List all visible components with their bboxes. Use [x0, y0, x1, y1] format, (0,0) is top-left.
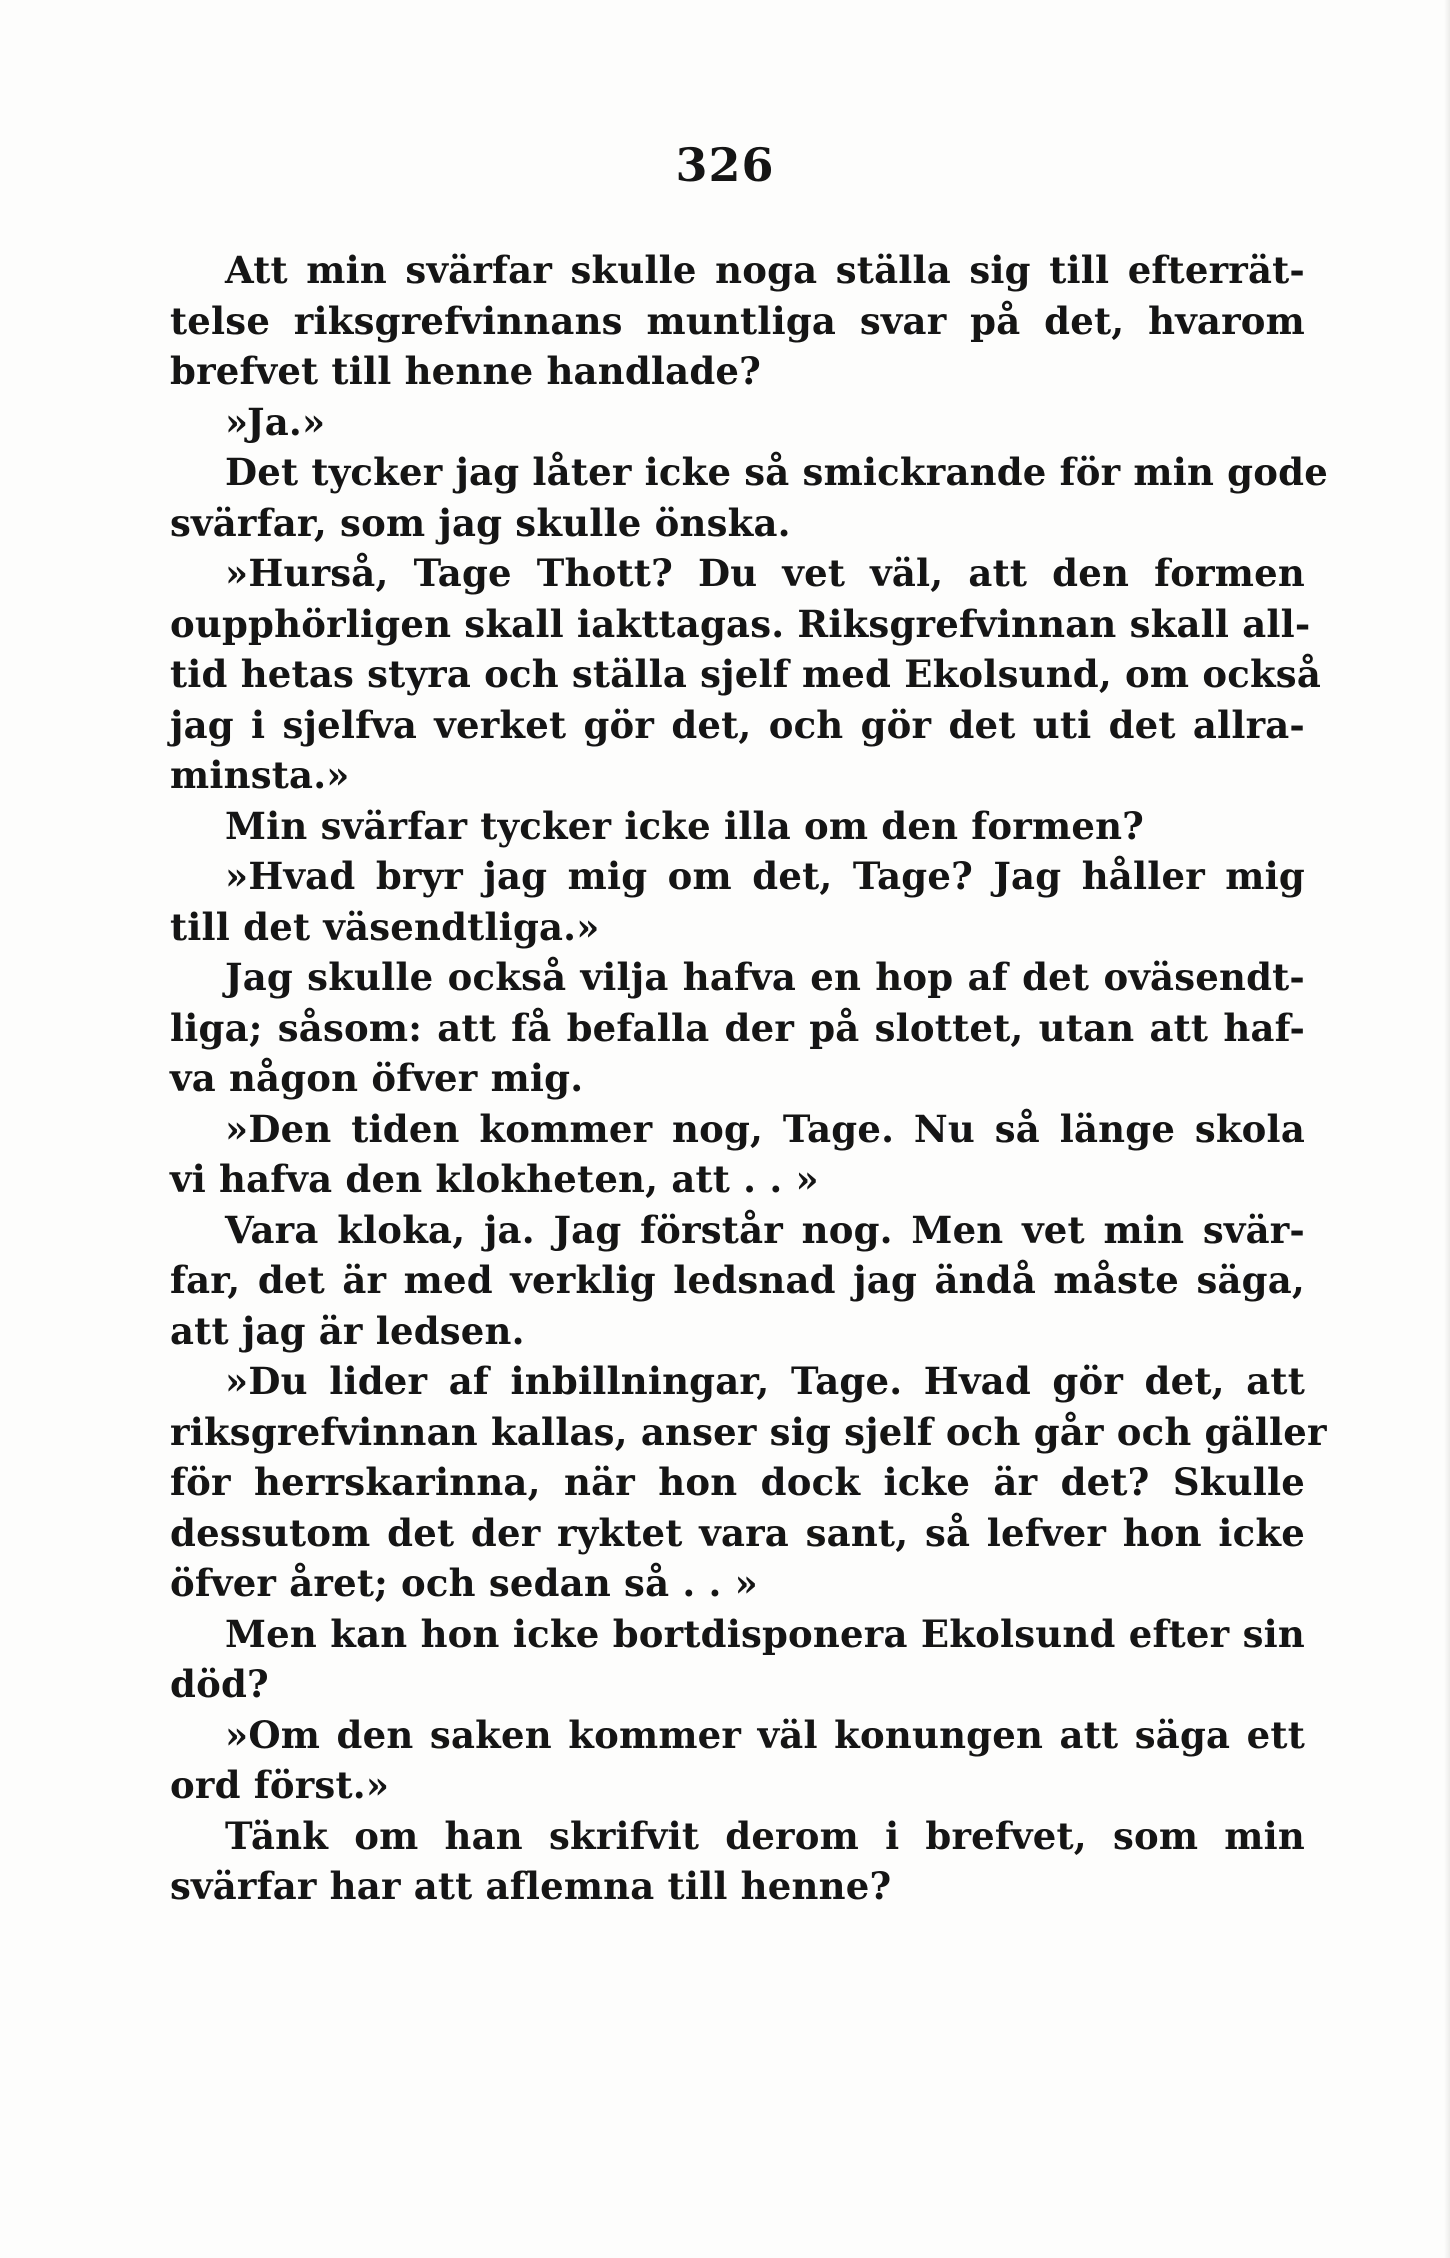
text-line: för herrskarinna, när hon dock icke är det? Skulle: [170, 1460, 1305, 1504]
text-line: död?: [170, 1662, 269, 1706]
text-line: tid hetas styra och ställa sjelf med Ekolsund, om också: [170, 652, 1321, 696]
body-text: [170, 245, 1328, 1912]
text-line: far, det är med verklig ledsnad jag ändå måste säga,: [170, 1258, 1305, 1302]
text-line: Det tycker jag låter icke så smickrande för min gode: [225, 450, 1328, 494]
text-line: Jag skulle också vilja hafva en hop af det oväsendt-: [225, 955, 1305, 999]
page-number: 326: [675, 138, 775, 192]
text-line: »Hurså, Tage Thott? Du vet väl, att den formen: [225, 551, 1305, 595]
text-line: Vara kloka, ja. Jag förstår nog. Men vet min svär-: [225, 1207, 1305, 1252]
text-line: vi hafva den klokheten, att . . »: [170, 1157, 819, 1201]
text-line: öfver året; och sedan så . . »: [170, 1561, 758, 1605]
text-line: minsta.»: [170, 753, 350, 797]
text-line: »Om den saken kommer väl konungen att säga ett: [225, 1712, 1305, 1757]
text-line: Men kan hon icke bortdisponera Ekolsund efter sin: [225, 1611, 1305, 1656]
text-line: svärfar, som jag skulle önska.: [170, 500, 791, 545]
text-line: dessutom det der ryktet vara sant, så lefver hon icke: [170, 1510, 1305, 1555]
text-line: »Du lider af inbillningar, Tage. Hvad gör det, att: [225, 1359, 1305, 1403]
text-line: riksgrefvinnan kallas, anser sig sjelf och går och gäller: [170, 1409, 1327, 1454]
text-line: att jag är ledsen.: [170, 1308, 525, 1353]
text-line: ord först.»: [170, 1763, 390, 1807]
text-line: svärfar har att aflemna till henne?: [170, 1864, 892, 1908]
text-line: Tänk om han skrifvit derom i brefvet, som min: [225, 1813, 1305, 1858]
text-line: brefvet till henne handlade?: [170, 349, 762, 393]
text-line: »Den tiden kommer nog, Tage. Nu så länge skola: [225, 1106, 1305, 1151]
text-line: jag i sjelfva verket gör det, och gör det uti det allra-: [170, 702, 1305, 747]
text-line: Min svärfar tycker icke illa om den formen?: [225, 803, 1145, 848]
text-line: »Ja.»: [225, 399, 326, 444]
text-line: »Hvad bryr jag mig om det, Tage? Jag håller mig: [225, 854, 1305, 898]
text-line: liga; såsom: att få befalla der på slottet, utan att haf-: [170, 1005, 1305, 1050]
text-line: oupphörligen skall iakttagas. Riksgrefvinnan skall all-: [170, 601, 1311, 646]
scan-edge: [1444, 0, 1450, 2258]
text-line: telse riksgrefvinnans muntliga svar på det, hvarom: [170, 298, 1305, 343]
text-line: Att min svärfar skulle noga ställa sig till efterrät-: [225, 248, 1305, 292]
text-line: va någon öfver mig.: [170, 1056, 584, 1100]
text-line: till det väsendtliga.»: [170, 904, 600, 949]
